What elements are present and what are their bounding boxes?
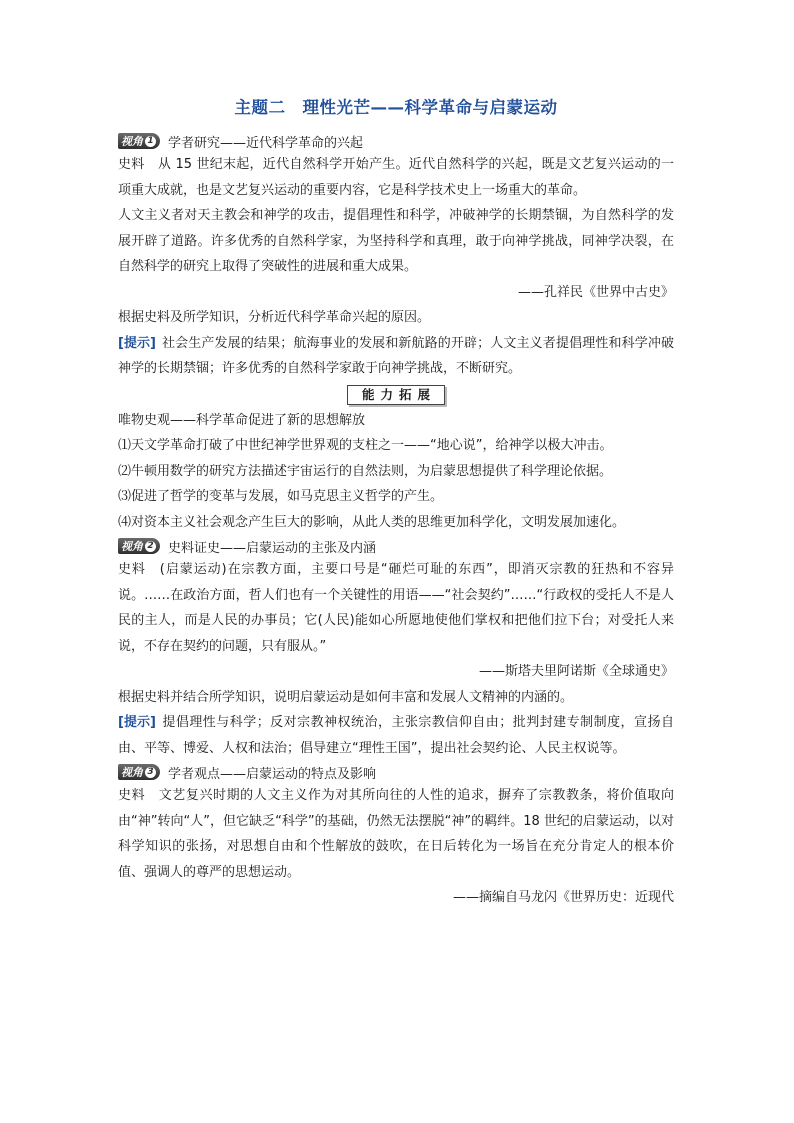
- section-2-question: 根据史料并结合所学知识，说明启蒙运动是如何丰富和发展人文精神的内涵的。: [118, 689, 574, 705]
- perspective-badge-2: [118, 538, 160, 554]
- document-page: [118, 96, 674, 911]
- hint-label: [提示]: [118, 715, 156, 730]
- badge-number: 1: [145, 136, 156, 147]
- perspective-badge-3: [118, 764, 160, 780]
- section-1-question: 根据史料及所学知识，分析近代科学革命兴起的原因。: [118, 310, 431, 325]
- section-1-source-text-2: 人文主义者对天主教会和神学的攻击，提倡理性和科学，冲破神学的长期禁锢，为自然科学的发展开辟了道路。许多优秀的自然科学家，为坚持科学和真理，敢于向神学挑战，同神学决裂，在自然科学的研究上取得了突破性的进展和重大成果。: [118, 208, 674, 274]
- section-2-citation: ——斯塔夫里阿诺斯《全球通史》: [478, 664, 674, 679]
- section-3-source-text: 史料 文艺复兴时期的人文主义作为对其所向往的人性的追求，摒弃了宗教教条，将价值取向由“神”转向“人”，但它缺乏“科学”的基础，仍然无法摆脱“神”的羁绊。18 世纪的启蒙运动，以对科学知识的张扬，对思想自由和个性解放的鼓吹，在日后转化为一场旨在充分肯定人的根本价值、强调人的尊严的思想运动。: [118, 788, 674, 880]
- perspective-badge-1: [118, 133, 160, 149]
- section-1-header: [118, 130, 674, 152]
- section-3-citation: ——摘编自马龙闪《世界历史：近现代: [452, 890, 674, 905]
- badge-number: 2: [145, 541, 156, 552]
- expansion-item-1: ⑴天文学革命打破了中世纪神学世界观的支柱之一——“地心说”，给神学以极大冲击。: [118, 438, 613, 453]
- section-2-header: [118, 535, 674, 557]
- section-1-source-text-1: 史料 从 15 世纪末起，近代自然科学开始产生。近代自然科学的兴起，既是文艺复兴运动的一项重大成就，也是文艺复兴运动的重要内容，它是科学技术史上一场重大的革命。: [118, 157, 674, 198]
- section-1-heading: 学者研究——近代科学革命的兴起: [168, 135, 364, 151]
- section-1-citation: ——孔祥民《世界中古史》: [517, 284, 674, 300]
- section-2-heading: 史料证史——启蒙运动的主张及内涵: [168, 540, 377, 556]
- badge-word: 视角: [121, 135, 143, 148]
- section-3-heading: 学者观点——启蒙运动的特点及影响: [168, 766, 377, 782]
- section-2-source-text: 史料 (启蒙运动)在宗教方面，主要口号是“砸烂可耻的东西”，即消灭宗教的狂热和不容异说。……在政治方面，哲人们也有一个关键性的用语——“社会契约”……“行政权的受托人不是人民的主人，而是人民的办事员；它(人民)能如心所愿地使他们掌权和把他们拉下台；对受托人来说，不存在契约的问题，只有服从。”: [118, 562, 674, 654]
- section-3-header: [118, 761, 674, 783]
- hint-text: 社会生产发展的结果；航海事业的发展和新航路的开辟；人文主义者提倡理性和科学冲破神学的长期禁锢；许多优秀的自然科学家敢于向神学挑战，不断研究。: [118, 335, 674, 376]
- badge-word: 视角: [121, 766, 143, 779]
- expansion-intro: 唯物史观——科学革命促进了新的思想解放: [118, 412, 366, 428]
- hint-text: 提倡理性与科学；反对宗教神权统治，主张宗教信仰自由；批判封建专制制度，宣扬自由、平等、博爱、人权和法治；倡导建立“理性王国”，提出社会契约论、人民主权说等。: [118, 715, 674, 756]
- badge-number: 3: [145, 767, 156, 778]
- expansion-item-3: ⑶促进了哲学的变革与发展，如马克思主义哲学的产生。: [118, 489, 444, 504]
- hint-label: [提示]: [118, 335, 156, 351]
- page-title: 主题二 理性光芒——科学革命与启蒙运动: [234, 98, 558, 117]
- expansion-item-2: ⑵牛顿用数学的研究方法描述宇宙运行的自然法则，为启蒙思想提供了科学理论依据。: [118, 463, 613, 479]
- badge-word: 视角: [121, 540, 143, 553]
- ability-expansion-label: 能力拓展: [347, 385, 445, 405]
- section-2-hint: [118, 710, 674, 761]
- section-1-hint: [118, 331, 674, 382]
- expansion-item-4: ⑷对资本主义社会观念产生巨大的影响，从此人类的思维更加科学化，文明发展加速化。: [118, 514, 626, 530]
